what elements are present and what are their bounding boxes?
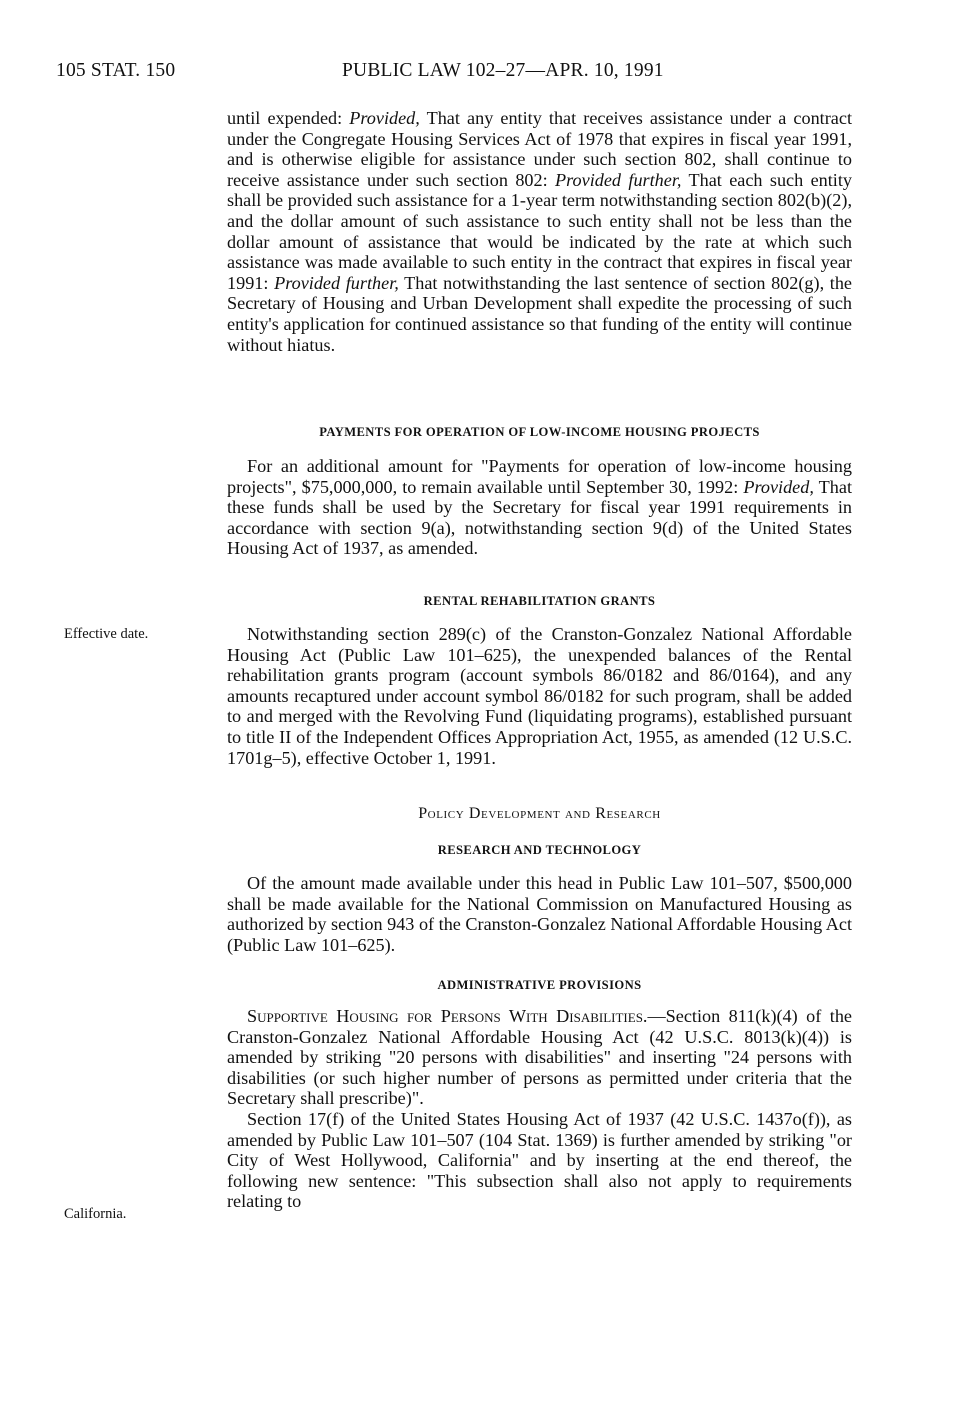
- paragraph-rental-grants: Notwithstanding section 289(c) of the Cranston-Gonzalez National Affordable Housing Act (Public Law 101–625), the unexpended balances of the Rental rehabilitation grants program (account symbols 86/0182 and 86/0164), and any amounts recaptured under account symbol 86/0182 for such program, shall be added to and merged with the Revolving Fund (liquidating programs), established pursuant to title II of the Independent Offices Appropriation Act, 1955, as amended (12 U.S.C. 1701g–5), effective October 1, 1991.: [227, 624, 852, 768]
- margin-note-california: California.: [64, 1206, 127, 1222]
- law-title: PUBLIC LAW 102–27—APR. 10, 1991: [342, 60, 664, 81]
- paragraph-section-17f: Section 17(f) of the United States Housing Act of 1937 (42 U.S.C. 1437o(f)), as amended by Public Law 101–507 (104 Stat. 1369) is further amended by striking "or City of West Hollywood, California" and by inserting at the end thereof, the following new sentence: "This subsection shall also not apply to requirements relating to: [227, 1108, 852, 1212]
- paragraph-operation-payments: For an additional amount for "Payments for operation of low-income housing projects", $75,000,000, to remain available until September 30, 1992: Provided, That these funds shall be used by the Secretary for fiscal year 1991 requirements in accordance with section 9(a), notwithstanding section 9(d) of the United States Housing Act of 1937, as amended.: [227, 456, 852, 559]
- stat-citation: 105 STAT. 150: [56, 60, 176, 81]
- heading-rental-rehabilitation: RENTAL REHABILITATION GRANTS: [423, 594, 656, 608]
- heading-research-technology: RESEARCH AND TECHNOLOGY: [437, 843, 642, 857]
- heading-low-income-projects: PAYMENTS FOR OPERATION OF LOW-INCOME HOUSING PROJECTS: [319, 425, 760, 439]
- heading-policy-development: Policy Development and Research: [418, 805, 661, 822]
- heading-administrative-provisions: ADMINISTRATIVE PROVISIONS: [437, 978, 642, 992]
- paragraph-congregate-housing: until expended: Provided, That any entity that receives assistance under a contract under the Congregate Housing Services Act of 1978 that expires in fiscal year 1991, and is otherwise eligible for assistance under such section 802, shall continue to receive assistance under such section 802: Provided further, That each such entity shall be provided such assistance for a 1-year term notwithstanding section 802(b)(2), and the dollar amount of such assistance to such entity shall not be less than the dollar amount of assistance that would be indicated by the rate at which such assistance was made available to such entity in the contract that expires in fiscal year 1991: Provided further, That notwithstanding the last sentence of section 802(g), the Secretary of Housing and Urban Development shall expedite the processing of such entity's application for continued assistance so that funding of the entity will continue without hiatus.: [227, 108, 852, 355]
- margin-note-effective-date: Effective date.: [64, 626, 149, 642]
- paragraph-manufactured-housing: Of the amount made available under this head in Public Law 101–507, $500,000 shall be made available for the National Commission on Manufactured Housing as authorized by section 943 of the Cranston-Gonzalez National Affordable Housing Act (Public Law 101–625).: [227, 873, 852, 955]
- paragraph-supportive-housing: Supportive Housing for Persons With Disabilities.—Section 811(k)(4) of the Cranston-Gonzalez National Affordable Housing Act (42 U.S.C. 8013(k)(4)) is amended by striking "20 persons with disabilities" and inserting "24 persons with disabilities (or such higher number of persons as permitted under criteria that the Secretary shall prescribe)". Section 17(f) of the United States Housing Act of 1937 (42 U.S.C. 1437o(f)), as amended by Public Law 101–507 (104 Stat. 1369) is further amended by striking "or City of West Hollywood, California" and by inserting at the end thereof, the following new sentence: "This subsection shall also not apply to requirements relating to: [227, 1006, 852, 1212]
